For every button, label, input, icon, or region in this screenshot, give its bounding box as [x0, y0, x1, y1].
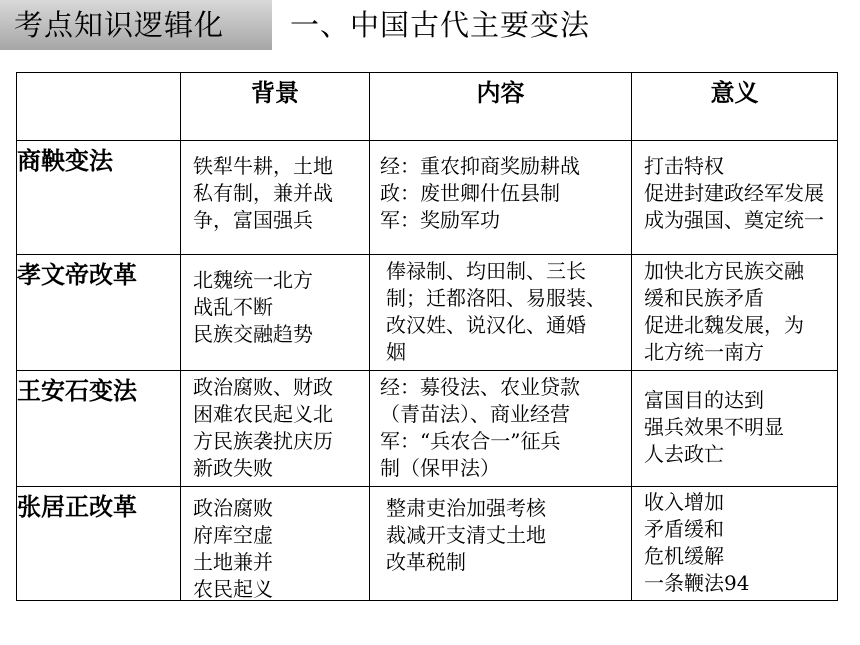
text-line: 政：废世卿什伍县制: [380, 181, 560, 205]
text-line: 成为强国、奠定统一: [644, 208, 824, 232]
text-line: 军：奖励军功: [380, 208, 500, 232]
text-line: 打击特权: [644, 154, 724, 178]
row-name: 商鞅变法: [17, 141, 181, 255]
text-line: 经：募役法、农业贷款: [380, 375, 580, 399]
table-row: [17, 371, 838, 487]
text-line: 北魏统一北方: [193, 268, 313, 292]
row-name: 孝文帝改革: [17, 255, 181, 371]
cell-meaning: [632, 371, 838, 487]
text-line: 民族交融趋势: [193, 322, 313, 346]
cell-meaning: [632, 141, 838, 255]
table-row: [17, 255, 838, 371]
table-row: [17, 141, 838, 255]
text-line: 制；迁都洛阳、易服装、: [386, 286, 606, 310]
section-tag: 考点知识逻辑化: [0, 0, 272, 50]
cell-meaning: [632, 255, 838, 371]
text-line: 制（保甲法）: [380, 456, 500, 480]
cell-content: [370, 487, 632, 601]
text-line: 人去政亡: [644, 442, 724, 466]
text-line: 俸禄制、均田制、三长: [386, 259, 586, 283]
text-line: 新政失败: [193, 456, 273, 480]
text-line: 改汉姓、说汉化、通婚: [386, 313, 586, 337]
cell-content: [370, 371, 632, 487]
text-line: 军：“兵农合一”征兵: [380, 429, 561, 453]
row-name: 张居正改革: [17, 487, 181, 601]
text-line: 危机缓解: [644, 544, 724, 568]
cell-meaning: [632, 487, 838, 601]
text-line: 强兵效果不明显: [644, 415, 784, 439]
cell-background: [181, 255, 370, 371]
text-line: （青苗法）、商业经营: [380, 402, 570, 426]
text-line: 战乱不断: [193, 295, 273, 319]
header-meaning: 意义: [632, 73, 838, 141]
text-line: 农民起义: [193, 577, 273, 601]
text-line: 方民族袭扰庆历: [193, 429, 333, 453]
text-line: 争，富国强兵: [193, 208, 313, 232]
text-line: 矛盾缓和: [644, 517, 724, 541]
text-line: 收入增加: [644, 490, 724, 514]
header-background: 背景: [181, 73, 370, 141]
text-line: 铁犁牛耕，土地: [193, 154, 333, 178]
text-line: 私有制，兼并战: [193, 181, 333, 205]
table-header-row: [17, 73, 838, 141]
text-line: 一条鞭法94: [644, 571, 750, 595]
text-line: 加快北方民族交融: [644, 259, 804, 283]
text-line: 府库空虚: [193, 523, 273, 547]
reform-table: [16, 72, 838, 601]
text-line: 缓和民族矛盾: [644, 286, 764, 310]
page-title: 一、中国古代主要变法: [290, 8, 591, 42]
table-row: [17, 487, 838, 601]
cell-background: [181, 141, 370, 255]
text-line: 政治腐败、财政: [193, 375, 333, 399]
text-line: 整肃吏治加强考核: [386, 496, 546, 520]
header-content: 内容: [370, 73, 632, 141]
text-line: 经：重农抑商奖励耕战: [380, 154, 580, 178]
text-line: 姻: [386, 340, 406, 364]
cell-background: [181, 371, 370, 487]
text-line: 政治腐败: [193, 496, 273, 520]
text-line: 裁减开支清丈土地: [386, 523, 546, 547]
text-line: 富国目的达到: [644, 388, 764, 412]
row-name: 王安石变法: [17, 371, 181, 487]
text-line: 困难农民起义北: [193, 402, 333, 426]
text-line: 促进封建政经军发展: [644, 181, 824, 205]
cell-content: [370, 141, 632, 255]
text-line: 改革税制: [386, 550, 466, 574]
text-line: 北方统一南方: [644, 340, 764, 364]
cell-content: [370, 255, 632, 371]
header-corner: [17, 73, 181, 141]
text-line: 土地兼并: [193, 550, 273, 574]
cell-background: [181, 487, 370, 601]
text-line: 促进北魏发展，为: [644, 313, 804, 337]
